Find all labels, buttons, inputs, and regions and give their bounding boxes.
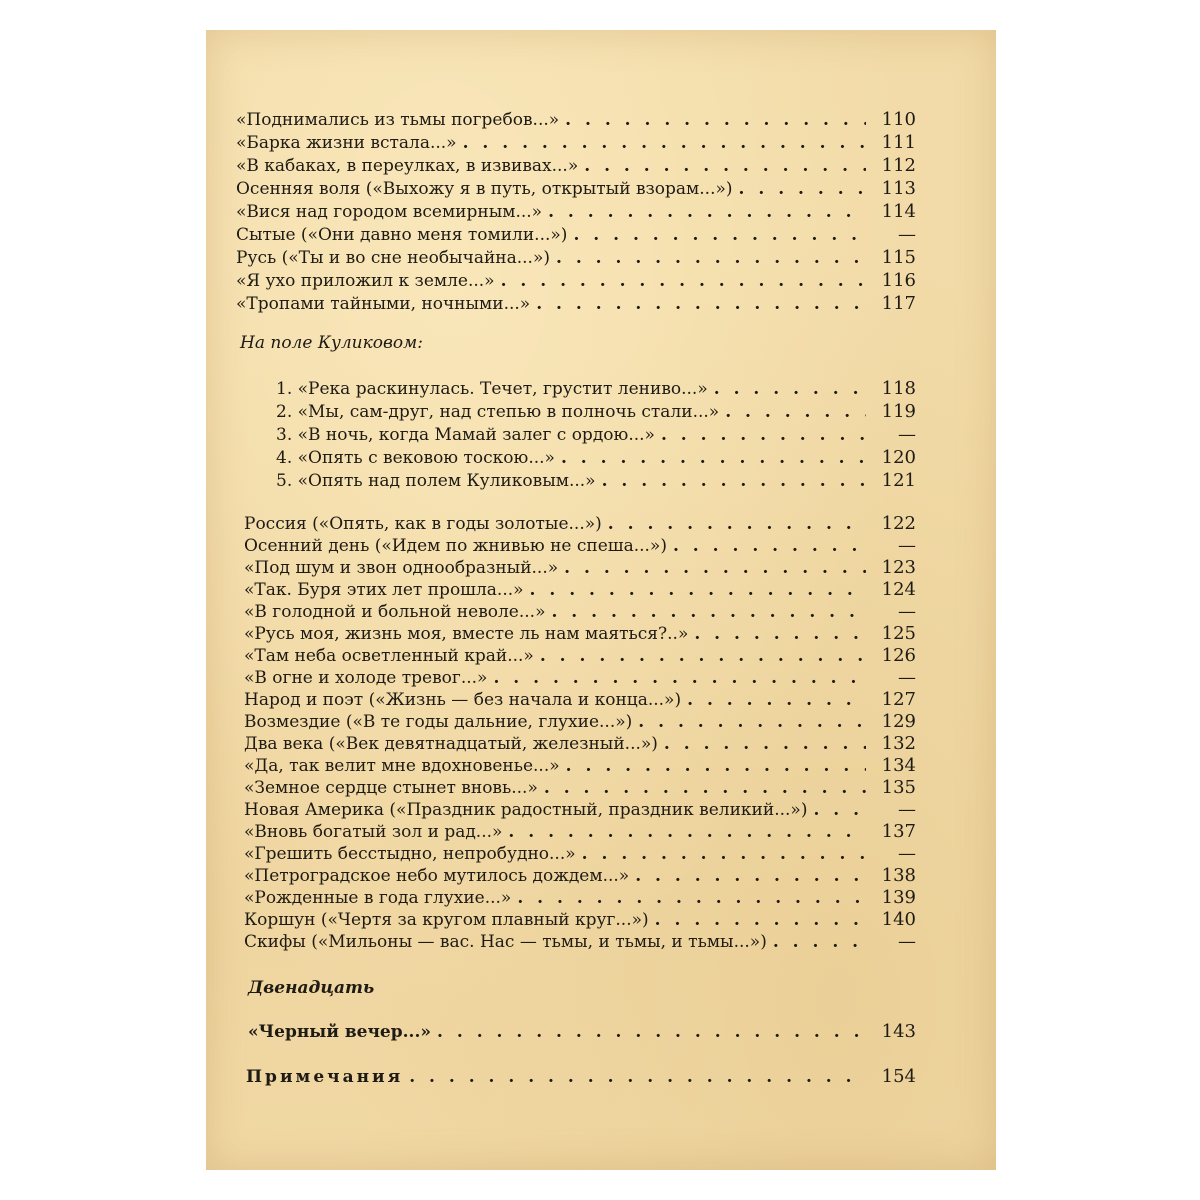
toc-entry xyxy=(236,246,916,270)
toc-entry xyxy=(244,886,916,910)
toc-entry-page: 125 xyxy=(881,623,916,644)
leader-dots xyxy=(508,820,866,844)
toc-entry-page: — xyxy=(898,224,916,245)
toc-entry-page: 135 xyxy=(881,777,916,798)
section-heading: Двенадцать xyxy=(248,978,375,998)
leader-dots xyxy=(573,223,866,247)
toc-entry-page: 140 xyxy=(881,909,916,930)
leader-dots xyxy=(582,842,866,866)
toc-entry-title: «Петроградское небо мутилось дождем...» xyxy=(244,866,630,886)
leader-dots xyxy=(548,200,866,224)
leader-dots xyxy=(773,930,866,954)
toc-entry-title: 2. «Мы, сам-друг, над степью в полночь стали...» xyxy=(276,402,720,422)
leader-dots xyxy=(493,666,866,690)
toc-entry xyxy=(276,400,916,424)
toc-entry xyxy=(236,200,916,224)
leader-dots xyxy=(673,534,866,558)
leader-dots xyxy=(540,644,866,668)
toc-entry xyxy=(236,154,916,178)
toc-entry-title: Россия («Опять, как в годы золотые...») xyxy=(244,514,602,534)
leader-dots xyxy=(725,400,866,424)
leader-dots xyxy=(517,886,866,910)
toc-entry-page: — xyxy=(898,931,916,952)
leader-dots xyxy=(437,1020,866,1044)
toc-entry xyxy=(236,131,916,155)
toc-entry xyxy=(244,930,916,954)
toc-entry-page: 139 xyxy=(881,887,916,908)
toc-entry xyxy=(244,798,916,822)
toc-entry xyxy=(244,600,916,624)
toc-entry xyxy=(236,177,916,201)
toc-entry-page: — xyxy=(898,424,916,445)
leader-dots xyxy=(584,154,866,178)
toc-entry-title: Осенняя воля («Выхожу я в путь, открытый взорам...») xyxy=(236,179,733,199)
toc-entry-title: 5. «Опять над полем Куликовым...» xyxy=(276,471,596,491)
section-heading: На поле Куликовом: xyxy=(240,333,423,353)
toc-entry-title: «Черный вечер...» xyxy=(248,1022,432,1042)
toc-entry xyxy=(244,512,916,536)
toc-entry xyxy=(248,1020,916,1044)
toc-entry xyxy=(244,556,916,580)
toc-entry-title: 3. «В ночь, когда Мамай залег с ордою...» xyxy=(276,425,655,445)
leader-dots xyxy=(561,446,866,470)
toc-entry-page: — xyxy=(898,535,916,556)
toc-entry-page: 110 xyxy=(881,109,916,130)
leader-dots xyxy=(687,688,866,712)
toc-entry-page: 132 xyxy=(881,733,916,754)
toc-entry xyxy=(236,223,916,247)
toc-entry-title: «Вися над городом всемирным...» xyxy=(236,202,543,222)
toc-entry xyxy=(276,469,916,493)
toc-entry-title: «В огне и холоде тревог...» xyxy=(244,668,488,688)
toc-entry-title: Два века («Век девятнадцатый, железный...») xyxy=(244,734,658,754)
toc-entry-page: — xyxy=(898,843,916,864)
leader-dots xyxy=(602,469,866,493)
toc-entry xyxy=(244,864,916,888)
toc-entry xyxy=(236,108,916,132)
toc-entry-page: 112 xyxy=(881,155,916,176)
toc-entry xyxy=(276,423,916,447)
toc-entry-page: 111 xyxy=(881,132,916,153)
toc-entry-title: «Там неба осветленный край...» xyxy=(244,646,534,666)
toc-entry xyxy=(244,666,916,690)
toc-entry xyxy=(244,534,916,558)
toc-entry xyxy=(276,377,916,401)
leader-dots xyxy=(739,177,866,201)
toc-entry-page: — xyxy=(898,667,916,688)
toc-entry xyxy=(276,446,916,470)
toc-entry-page: 118 xyxy=(881,378,916,399)
leader-dots xyxy=(409,1065,866,1089)
toc-entry-title: «Да, так велит мне вдохновенье...» xyxy=(244,756,560,776)
toc-entry-title: «Я ухо приложил к земле...» xyxy=(236,271,495,291)
toc-entry-page: 121 xyxy=(881,470,916,491)
toc-entry-page: 117 xyxy=(881,293,916,314)
toc-entry-page: 120 xyxy=(881,447,916,468)
toc-entry-title: Коршун («Чертя за кругом плавный круг...») xyxy=(244,910,649,930)
toc-entry-title: Возмездие («В те годы дальние, глухие...») xyxy=(244,712,633,732)
leader-dots xyxy=(655,908,866,932)
toc-entry-page: 116 xyxy=(881,270,916,291)
toc-entry-page: 129 xyxy=(881,711,916,732)
toc-entry-title: «Поднимались из тьмы погребов...» xyxy=(236,110,560,130)
toc-entry xyxy=(244,732,916,756)
toc-entry xyxy=(244,908,916,932)
toc-entry-title: «В кабаках, в переулках, в извивах...» xyxy=(236,156,579,176)
toc-entry-title: Новая Америка («Праздник радостный, праздник великий...») xyxy=(244,800,808,820)
toc-entry-page: — xyxy=(898,799,916,820)
toc-entry xyxy=(244,754,916,778)
toc-entry-page: 113 xyxy=(881,178,916,199)
toc-entry-notes xyxy=(246,1065,916,1089)
toc-entry-title: «Так. Буря этих лет прошла...» xyxy=(244,580,524,600)
toc-entry-title: «Рожденные в года глухие...» xyxy=(244,888,512,908)
leader-dots xyxy=(635,864,866,888)
toc-entry-title: «Русь моя, жизнь моя, вместе ль нам маяться?..» xyxy=(244,624,689,644)
book-page xyxy=(206,30,996,1170)
leader-dots xyxy=(501,269,866,293)
toc-entry-page: 137 xyxy=(881,821,916,842)
toc-entry-page: 127 xyxy=(881,689,916,710)
toc-entry-page: — xyxy=(898,601,916,622)
leader-dots xyxy=(564,556,866,580)
toc-entry xyxy=(244,622,916,646)
toc-entry xyxy=(244,842,916,866)
toc-entry-title: «Тропами тайными, ночными...» xyxy=(236,294,531,314)
toc-entry-title: 1. «Река раскинулась. Течет, грустит лениво...» xyxy=(276,379,708,399)
toc-entry-title: Примечания xyxy=(246,1067,404,1087)
toc-entry-page: 154 xyxy=(881,1066,916,1087)
toc-entry-title: «В голодной и больной неволе...» xyxy=(244,602,546,622)
leader-dots xyxy=(661,423,866,447)
toc-entry xyxy=(244,578,916,602)
leader-dots xyxy=(536,292,866,316)
toc-entry-page: 119 xyxy=(881,401,916,422)
leader-dots xyxy=(530,578,866,602)
leader-dots xyxy=(694,622,866,646)
toc-entry-title: Скифы («Мильоны — вас. Нас — тьмы, и тьмы, и тьмы...») xyxy=(244,932,767,952)
toc-entry-page: 138 xyxy=(881,865,916,886)
toc-entry-title: 4. «Опять с вековою тоскою...» xyxy=(276,448,555,468)
toc-entry-title: «Барка жизни встала...» xyxy=(236,133,457,153)
toc-entry-title: «Земное сердце стынет вновь...» xyxy=(244,778,538,798)
toc-entry xyxy=(244,644,916,668)
leader-dots xyxy=(463,131,866,155)
leader-dots xyxy=(544,776,866,800)
leader-dots xyxy=(566,754,866,778)
toc-entry-title: Сытые («Они давно меня томили...») xyxy=(236,225,568,245)
toc-entry-page: 124 xyxy=(881,579,916,600)
toc-entry-title: Осенний день («Идем по жнивью не спеша...») xyxy=(244,536,667,556)
leader-dots xyxy=(556,246,866,270)
leader-dots xyxy=(638,710,866,734)
toc-entry-page: 115 xyxy=(881,247,916,268)
toc-entry-title: «Вновь богатый зол и рад...» xyxy=(244,822,503,842)
toc-entry xyxy=(244,776,916,800)
toc-entry-title: Народ и поэт («Жизнь — без начала и конца...») xyxy=(244,690,682,710)
toc-entry-title: «Под шум и звон однообразный...» xyxy=(244,558,559,578)
toc-entry-title: «Грешить бесстыдно, непробудно...» xyxy=(244,844,576,864)
leader-dots xyxy=(551,600,866,624)
toc-entry-page: 114 xyxy=(881,201,916,222)
leader-dots xyxy=(664,732,866,756)
toc-entry xyxy=(244,710,916,734)
toc-entry-page: 123 xyxy=(881,557,916,578)
toc-entry xyxy=(236,292,916,316)
leader-dots xyxy=(608,512,866,536)
leader-dots xyxy=(813,798,866,822)
toc-entry xyxy=(236,269,916,293)
toc-entry-title: Русь («Ты и во сне необычайна...») xyxy=(236,248,550,268)
toc-entry xyxy=(244,820,916,844)
toc-entry-page: 134 xyxy=(881,755,916,776)
toc-entry-page: 143 xyxy=(881,1021,916,1042)
leader-dots xyxy=(714,377,866,401)
leader-dots xyxy=(565,108,866,132)
toc-entry xyxy=(244,688,916,712)
toc-entry-page: 122 xyxy=(881,513,916,534)
toc-entry-page: 126 xyxy=(881,645,916,666)
